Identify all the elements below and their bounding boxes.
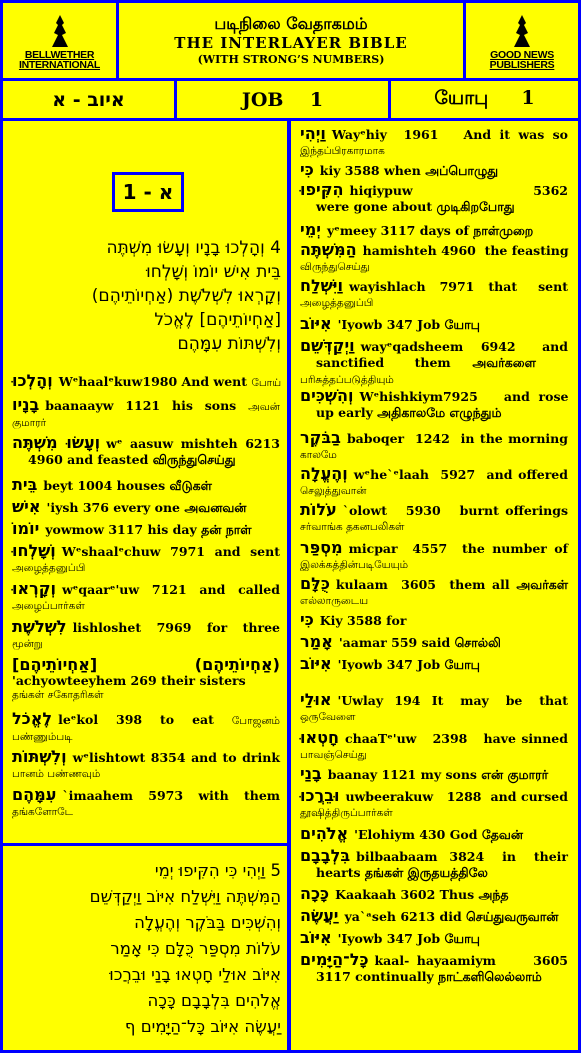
interlinear-entry [300, 125, 568, 158]
transliteration: wᵉ aasuw mishteh 6213 [106, 436, 280, 451]
transliteration: wayishlach 7971 that sent [349, 279, 568, 294]
hebrew-line: עֹלוֹת מִסְפַּר כֻּלָּם כִּי אָמַר [110, 939, 281, 958]
interlinear-entry [300, 373, 568, 387]
transliteration: beyt 1004 houses வீடுகள் [43, 478, 212, 493]
hebrew-word: עִמָּהֶם [12, 785, 57, 804]
interlinear-entry [300, 765, 568, 784]
interlinear-entry [300, 337, 568, 370]
hebrew-word: בַבֹּקֶר [300, 428, 341, 447]
chapter-hebrew-text: איוב - א [52, 88, 125, 111]
hebrew-word: בִּלְבָבָם [300, 846, 351, 865]
interlinear-entry [300, 885, 568, 904]
hebrew-word: וַיְהִי [300, 124, 326, 143]
interlinear-entry [300, 847, 568, 880]
interlinear-entry [12, 476, 280, 495]
interlinear-entry [12, 748, 280, 781]
tamil-gloss: பாவஞ்செய்து [300, 749, 367, 761]
transliteration: wᵉhe`ᵉlaah 5927 and offered [353, 467, 568, 482]
hebrew-word: וְהֶעֱלָה [300, 464, 348, 483]
hebrew-line: יַעֲשֶׂה אִיּוֹב כָּל־הַיָּמִים ף [124, 1017, 281, 1036]
hebrew-line: 5 וַיְהִי כִּי הִקִּיפוּ יְמֵי [154, 861, 281, 880]
interlinear-entry [300, 929, 568, 948]
transliteration: Wᵉshaalᵉchuw 7971 and sent [61, 544, 280, 559]
hebrew-word: הַמִּשְׁתֶּה [300, 240, 357, 259]
transliteration: uwbeerakuw 1288 and cursed [345, 789, 568, 804]
verse-4-interlinear [12, 372, 280, 832]
transliteration: `imaahem 5973 with them [62, 788, 280, 803]
transliteration: yᵉmeey 3117 days of நாள்முறை [327, 223, 534, 238]
bellwether-logo-text: BELLWETHER INTERNATIONAL [18, 49, 101, 71]
transliteration: Wᵉhishkiym7925 and rose [359, 389, 569, 404]
hebrew-word: אָמַר [300, 632, 333, 651]
transliteration: `olowt 5930 burnt offerings [342, 503, 568, 518]
hebrew-word: וְקָרְאוּ [12, 579, 57, 598]
interlinear-entry [300, 241, 568, 274]
interlinear-entry [300, 181, 568, 214]
hebrew-word: אִיּוֹב [300, 314, 332, 333]
transliteration: ya`ᵃseh 6213 did செய்துவருவான் [344, 909, 559, 924]
transliteration: 'achyowteeyhem 269 their sisters [12, 673, 246, 688]
title-block [119, 3, 463, 78]
hebrew-word: עֹלוֹת [300, 500, 337, 519]
hebrew-line: וְלִשְׁתּוֹת עִמָּהֶם [177, 334, 281, 354]
verse-5-interlinear [300, 125, 568, 1045]
tamil-gloss: ஒருவேளை [300, 711, 356, 723]
transliteration: 'Iyowb 347 Job யோபு [337, 931, 480, 946]
hebrew-word: בֵּית [12, 475, 38, 494]
hebrew-word: וְהִשְׁכִּים [300, 386, 354, 405]
tamil-gloss: தூஷித்திருப்பார்கள் [300, 807, 393, 819]
good-news-figure-icon [504, 13, 540, 49]
interlinear-entry [12, 520, 280, 539]
transliteration: baboqer 1242 in the morning [346, 431, 568, 446]
hebrew-word: כִּי [300, 160, 314, 179]
chapter-tamil-text: யோபு 1 [434, 87, 535, 109]
transliteration: wᵉqaarᵉ'uw 7121 and called [62, 582, 280, 597]
tamil-gloss: தங்களோடே [12, 806, 73, 818]
transliteration: 'Iyowb 347 Job யோபு [337, 657, 480, 672]
hebrew-line: וְקָרְאוּ לִשְׁלֹשֶׁת (אַחְיוֹתֵיהֶם) [91, 286, 281, 306]
tamil-gloss: தங்கள் சகோதரிகள் [12, 689, 104, 701]
hebrew-word: יוֹמוֹ [12, 519, 40, 538]
tamil-gloss: பண்ணும்படி [12, 731, 73, 743]
hebrew-line: [אַחְיוֹתֵיהֶם] לֶאֱכֹל [154, 310, 281, 330]
bellwether-figure-icon [42, 13, 78, 49]
transliteration: hamishteh 4960 the feasting [362, 243, 569, 258]
verse-label [112, 172, 184, 212]
interlinear-entry [300, 729, 568, 762]
tamil-gloss: செலுத்துவான் [300, 485, 367, 497]
transliteration: micpar 4557 the number of [348, 541, 568, 556]
transliteration: Wᵉhaalᵉkuw1980 And went [58, 374, 248, 389]
hebrew-word: בָנָיו [12, 395, 40, 414]
gloss-line: up early அதிகாலமே எழுந்தும் [316, 405, 502, 420]
tamil-gloss: விருந்துசெய்து [300, 261, 370, 273]
interlinear-entry [300, 277, 568, 310]
hebrew-line: בֵּית אִישׁ יוֹמוֹ וְשָׁלְחוּ [146, 262, 281, 282]
interlinear-entry [300, 575, 568, 608]
hebrew-word: וַיִּשְׁלַח [300, 276, 344, 295]
hebrew-word: לִשְׁלֹשֶׁת [12, 617, 67, 636]
transliteration: Wayᵉhiy 1961 And it was so [331, 127, 568, 142]
interlinear-entry [300, 429, 568, 462]
hebrew-word: בָנַי [300, 764, 322, 783]
hebrew-word: כָּל־הַיָּמִים [300, 950, 369, 969]
hebrew-line: 4 וְהָלְכוּ בָנָיו וְעָשׂוּ מִשְׁתֶּה [106, 238, 281, 258]
interlinear-entry [12, 786, 280, 819]
tamil-gloss: காலமே [300, 449, 337, 461]
verse-5-hebrew-text [9, 858, 281, 1040]
gloss-line: hearts தங்கள் இருதயத்திலே [316, 865, 488, 880]
hebrew-word: יְמֵי [300, 220, 321, 239]
gloss-line: sanctified them அவர்களை [316, 355, 536, 370]
tamil-gloss: பானம் பண்ணவும் [12, 768, 101, 780]
transliteration: kiy 3588 when அப்பொழுது [319, 163, 499, 178]
interlinear-entry [12, 656, 280, 702]
transliteration: lishloshet 7969 for three [72, 620, 280, 635]
chapter-english [177, 81, 388, 118]
hebrew-line: אִיּוֹב אוּלַי חָטְאוּ בָנַי וּבֵרֲכוּ [109, 965, 281, 984]
transliteration: kaal- hayaamiym 3605 [374, 953, 568, 968]
transliteration: yowmow 3117 his day தன் நாள் [45, 522, 252, 537]
transliteration: leᵉkol 398 to eat [58, 712, 214, 727]
transliteration: kulaam 3605 them all அவர்கள் [335, 577, 568, 592]
tamil-gloss: போஜனம் [231, 715, 280, 727]
good-news-logo-text: GOOD NEWS PUBLISHERS [489, 49, 555, 71]
interlinear-entry [300, 611, 568, 630]
hebrew-word: וְעָשׂוּ מִשְׁתֶּה [12, 433, 101, 452]
tamil-gloss: அவன் [248, 401, 280, 413]
hebrew-word: [אַחְיוֹתֵיהֶם] [12, 655, 98, 674]
hebrew-word: אוּלַי [300, 690, 332, 709]
interlinear-entry [300, 465, 568, 498]
interlinear-entry [300, 387, 568, 420]
hebrew-word: וְלִשְׁתּוֹת [12, 747, 67, 766]
interlinear-entry [12, 434, 280, 467]
interlinear-entry [12, 372, 280, 392]
transliteration: chaaTᵉ'uw 2398 have sinned [345, 731, 568, 746]
hebrew-word: מִסְפַּר [300, 538, 343, 557]
hebrew-word: אֱלֹהִים [300, 824, 349, 843]
interlinear-entry [12, 618, 280, 651]
transliteration: Kaakaah 3602 Thus அந்த [335, 887, 509, 902]
hebrew-word: כִּי [300, 610, 314, 629]
gloss-line: 4960 and feasted விருந்துசெய்து [28, 452, 236, 467]
transliteration: bilbaabaam 3824 in their [356, 849, 568, 864]
tamil-gloss: அழைப்பார்கள் [12, 600, 85, 612]
interlinear-entry [300, 907, 568, 926]
good-news-logo [466, 3, 578, 78]
interlinear-entry [300, 655, 568, 674]
tamil-gloss: பரிசுத்தப்படுத்தியும் [300, 374, 394, 386]
chapter-tamil [391, 81, 578, 118]
title-sub: (WITH STRONG’S NUMBERS) [197, 53, 385, 66]
interlinear-entry [12, 498, 280, 517]
hebrew-word: אִישׁ [12, 497, 41, 516]
gloss-line: 3117 continually நாட்களிலெல்லாம் [316, 969, 542, 984]
transliteration: hiqiypuw 5362 [349, 183, 568, 198]
hebrew-line: הַמִּשְׁתֶּה וַיִּשְׁלַח אִיּוֹב וַיְקַדְּשֵׁם [89, 887, 281, 906]
hebrew-word: חָטְאוּ [300, 728, 339, 747]
tamil-gloss: போய் [251, 377, 282, 389]
verse-4-hebrew-text [11, 236, 281, 356]
transliteration: 'Elohiym 430 God தேவன் [354, 827, 523, 842]
hebrew-word: אִיּוֹב [300, 928, 332, 947]
interlinear-entry [300, 633, 568, 652]
title-tamil: படிநிலை வேதாகமம் [214, 14, 368, 33]
interlinear-entry [12, 396, 280, 430]
hebrew-word: וְשָׁלְחוּ [12, 541, 56, 560]
interlinear-entry [300, 221, 568, 240]
hebrew-word: כֻּלָּם [300, 574, 330, 593]
interlinear-entry [300, 161, 568, 180]
tamil-gloss: இந்தப்பிரகாரமாக [300, 145, 385, 157]
gloss-line: were gone about முடிகிறபோது [316, 199, 515, 214]
tamil-gloss: குமாரர் [12, 417, 47, 429]
transliteration: 'aamar 559 said சொல்லி [338, 635, 501, 650]
interlinear-entry [300, 315, 568, 334]
hebrew-word: וַיְקַדְּשֵׁם [300, 336, 355, 355]
tamil-gloss: எல்லாருடைய [300, 595, 369, 607]
interlinear-entry [12, 710, 280, 744]
chapter-english-text: JOB 1 [241, 88, 324, 111]
chapter-hebrew [3, 81, 174, 118]
interlinear-entry [300, 691, 568, 724]
hebrew-word: לֶאֱכֹל [12, 709, 53, 728]
interlinear-entry [12, 580, 280, 613]
interlinear-entry [300, 951, 568, 984]
tamil-gloss: இலக்கத்தின்படியேயும் [300, 559, 409, 571]
hebrew-word: יַעֲשֶׂה [300, 906, 339, 925]
interlinear-entry [300, 787, 568, 820]
interlinear-entry [300, 501, 568, 534]
tamil-gloss: அழைத்தனுப்பி [12, 562, 86, 574]
transliteration: wᵉlishtowt 8354 and to drink [72, 750, 280, 765]
tamil-gloss: அழைத்தனுப்பி [300, 297, 374, 309]
verse-label-text: א - 1 [122, 180, 174, 204]
interlinear-entry [300, 539, 568, 572]
hebrew-line: וְהִשְׁכִּים בַּבֹּקֶר וְהֶעֱלָה [134, 913, 281, 932]
transliteration: Kiy 3588 for [319, 613, 407, 628]
transliteration: 'Uwlay 194 It may be that [337, 693, 568, 708]
tamil-gloss: மூன்று [12, 638, 43, 650]
transliteration: wayᵉqadsheem 6942 and [360, 339, 568, 354]
hebrew-word: וּבֵרֲכוּ [300, 786, 340, 805]
transliteration: baanay 1121 my sons என் குமாரர் [327, 767, 549, 782]
title-main: THE INTERLAYER BIBLE [174, 34, 408, 52]
interlinear-entry [300, 825, 568, 844]
transliteration: 'iysh 376 every one அவனவன் [46, 500, 247, 515]
tamil-gloss: சர்வாங்க தகனபலிகள் [300, 521, 405, 533]
transliteration: 'Iyowb 347 Job யோபு [337, 317, 480, 332]
hebrew-word: וְהָלְכוּ [12, 371, 53, 390]
hebrew-word: כָּכָה [300, 884, 330, 903]
bellwether-logo [3, 3, 116, 78]
hebrew-qere: (אַחְיוֹתֵיהֶם) [194, 655, 280, 674]
hebrew-word: אִיּוֹב [300, 654, 332, 673]
hebrew-line: אֱלֹהִים בִּלְבָבָם כָּכָה [147, 991, 281, 1010]
interlinear-entry [12, 542, 280, 575]
hebrew-word: הִקִּיפוּ [300, 180, 344, 199]
transliteration: baanaayw 1121 his sons [45, 398, 237, 413]
